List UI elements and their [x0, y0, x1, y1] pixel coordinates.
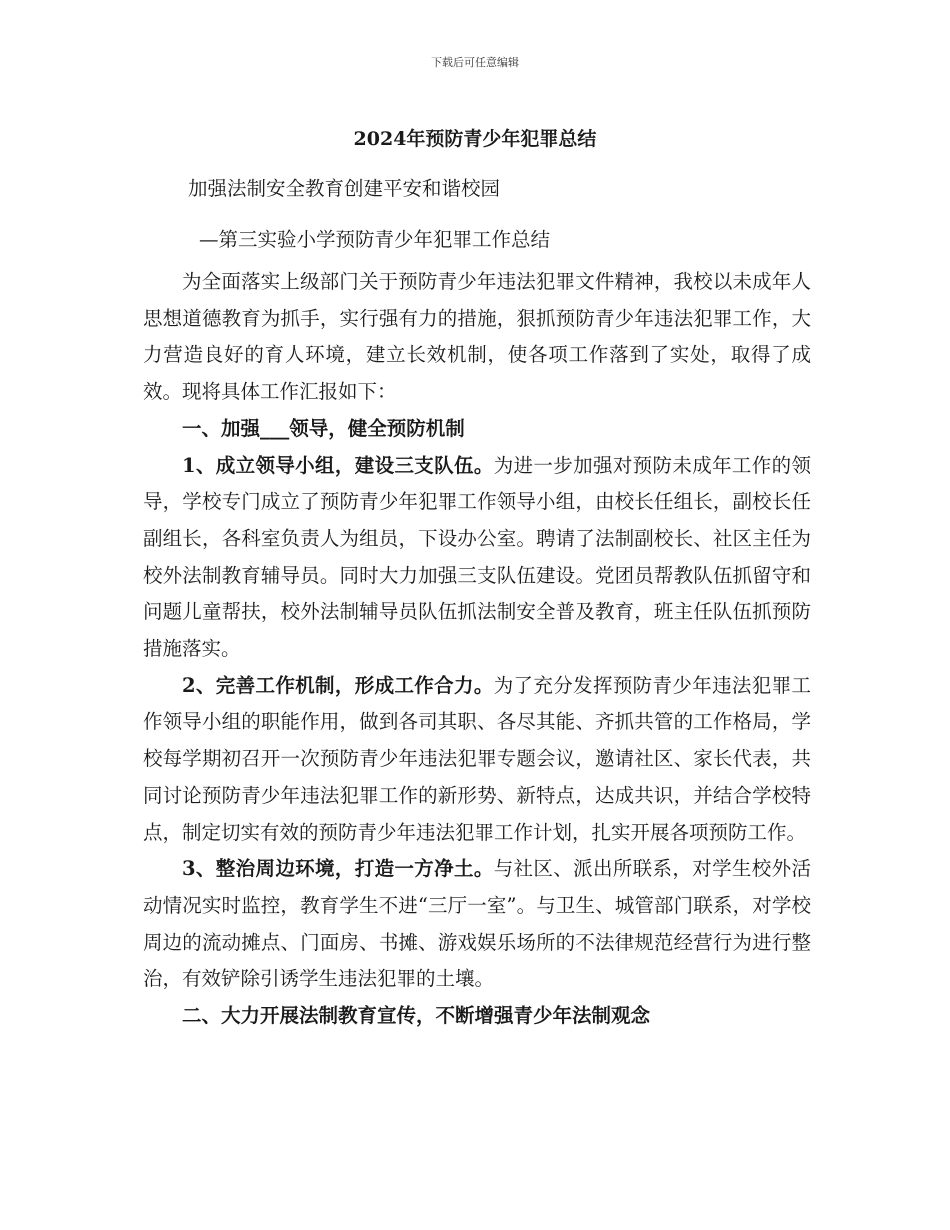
item-3-text: 与社区、派出所联系，对学生校外活动情况实时监控，教育学生不进“三厅一室”。与卫生、城管部门联系，对学校周边的流动摊点、门面房、书摊、游戏娱乐场所的不法律规范经营行为进行整治，有效铲除引诱学生违法犯罪的土壤。: [143, 857, 811, 991]
intro-paragraph: 为全面落实上级部门关于预防青少年违法犯罪文件精神，我校以未成年人思想道德教育为抓手，实行强有力的措施，狠抓预防青少年违法犯罪工作，大力营造良好的育人环境，建立长效机制，使各项工作落到了实处，取得了成效。现将具体工作汇报如下：: [143, 270, 811, 404]
item-1-text: 为进一步加强对预防未成年工作的领导，学校专门成立了预防青少年犯罪工作领导小组，由校长任组长，副校长任副组长，各科室负责人为组员，下设办公室。聘请了法制副校长、社区主任为校外法制教育辅导员。同时大力加强三支队伍建设。党团员帮教队伍抓留守和问题儿童帮扶，校外法制辅导员队伍抓法制安全普及教育，班主任队伍抓预防措施落实。: [143, 453, 811, 661]
header-note: 下载后可任意编辑: [431, 56, 519, 69]
section-heading-1: 一、加强___领导，健全预防机制: [182, 416, 465, 440]
item-3-lead: 3、整治周边环境，打造一方净土。: [182, 857, 494, 881]
subtitle-secondary: —第三实验小学预防青少年犯罪工作总结: [199, 228, 551, 251]
item-1-paragraph: [143, 448, 811, 668]
document-body: [143, 264, 811, 1035]
item-3-paragraph: [143, 851, 811, 998]
item-2-lead: 2、完善工作机制，形成工作合力。: [182, 673, 494, 697]
item-2-text: 为了充分发挥预防青少年违法犯罪工作领导小组的职能作用，做到各司其职、各尽其能、齐抓共管的工作格局，学校每学期初召开一次预防青少年违法犯罪专题会议，邀请社区、家长代表，共同讨论预防青少年违法犯罪工作的新形势、新特点，达成共识，并结合学校特点，制定切实有效的预防青少年违法犯罪工作计划，扎实开展各项预防工作。: [143, 673, 811, 844]
document-title: 2024年预防青少年犯罪总结: [353, 128, 597, 150]
item-1-lead: 1、成立领导小组，建设三支队伍。: [182, 453, 494, 477]
subtitle-main: 加强法制安全教育创建平安和谐校园: [188, 177, 501, 200]
item-2-paragraph: [143, 668, 811, 852]
section-heading-2: 二、大力开展法制教育宣传，不断增强青少年法制观念: [182, 1004, 651, 1028]
